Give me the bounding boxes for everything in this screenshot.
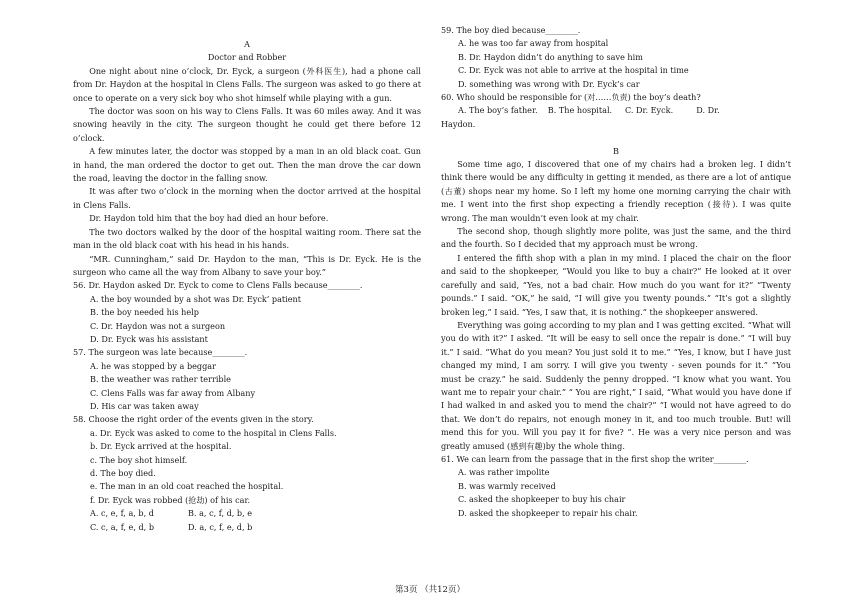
question-59-option: C. Dr. Eyck was not able to arrive at the hospital in time: [458, 65, 689, 76]
question-61-option: A. was rather impolite: [458, 467, 550, 478]
passage-a-paragraph: It was after two o’clock in the morning when the doctor arrived at the hospital in Clens Falls.: [73, 186, 421, 210]
question-58-options-row: [73, 521, 421, 534]
right-column: [441, 24, 791, 520]
passage-a-paragraph: A few minutes later, the doctor was stopped by a man in an old black coat. Gun in hand, the man ordered the doctor to get out. Then the man drove the car down the road, leaving the doctor in the falling snow.: [73, 146, 421, 184]
question-58-options-row: [73, 507, 421, 520]
question-57-option: B. the weather was rather terrible: [90, 374, 231, 385]
question-59-stem: 59. The boy died because________.: [441, 25, 581, 35]
question-57-option: C. Clens Falls was far away from Albany: [90, 387, 256, 398]
question-57-option: A. he was stopped by a beggar: [90, 360, 216, 371]
passage-b-paragraph: I entered the fifth shop with a plan in my mind. I placed the chair on the floor and said to the shopkeeper, “Would you like to buy a chair?” He looked at it over carefully and said, “Yes, not a bad chair. How much do you want for it?” “Twenty pounds.” I said. “OK,” he said, “I will give you twenty pounds.” “It’s got a slightly broken leg,” I said. “Yes, I saw that, it is nothing.” the shopkeeper answered.: [441, 252, 791, 317]
question-56-option: A. the boy wounded by a shot was Dr. Eyck’ patient: [90, 293, 302, 304]
question-58-event: a. Dr. Eyck was asked to come to the hospital in Clens Falls.: [90, 427, 337, 438]
question-60-stem: 60. Who should be responsible for (对……负责) the boy’s death?: [441, 92, 701, 103]
question-61-option: D. asked the shopkeeper to repair his chair.: [458, 507, 638, 518]
question-59-option: A. he was too far away from hospital: [458, 38, 609, 49]
question-58-event: d. The boy died.: [90, 468, 156, 478]
question-60-options: A. The boy’s father. B. The hospital. C. Dr. Eyck. D. Dr.: [458, 105, 720, 116]
question-56-option: D. Dr. Eyck was his assistant: [90, 333, 208, 344]
question-58-event: f. Dr. Eyck was robbed (抢劫) of his car.: [90, 494, 251, 505]
passage-b-paragraph: Everything was going according to my plan and I was getting excited. “What will you do with it?” I asked. “It will be easy to sell once the repair is done.” “I will buy it.” I said. “What do you mean? You just sold it to me.” “Yes, I know, but I have just changed my mind, I am sorry. I will give you twenty - seven pounds for it.” “You must be crazy.” he said. Suddenly the penny dropped. “I know what you want. You want me to repair your chair.” “ You are right,” I said, “What would you have done if I had walked in and asked you to mend the chair?” “I would not have agreed to do that. We don’t do repairs, not enough money in it, and too much trouble. But! will mend this for you. Will you pay it for five? ”. He was a very nice person and was greatly amused (感到有趣)by the whole thing.: [441, 319, 791, 451]
passage-a-paragraph: The doctor was soon on his way to Clens Falls. It was 60 miles away. And it was snowing heavily in the city. The surgeon thought he could get there before 12 o’clock.: [73, 106, 421, 143]
question-59-option: B. Dr. Haydon didn’t do anything to save him: [458, 51, 643, 62]
passage-a-title: Doctor and Robber: [207, 52, 287, 63]
question-60-options-cont: Haydon.: [441, 118, 476, 129]
question-61-option: C. asked the shopkeeper to buy his chair: [458, 494, 626, 505]
passage-b-paragraph: Some time ago, I discovered that one of my chairs had a broken leg. I didn’t think there would be any difficulty in getting it mended, as there are a lot of antique (古董) shops near my home. So I left my home one morning carrying the chair with me. I went into the first shop expecting a friendly reception (接待). I was quite wrong. The man wouldn’t even look at my chair.: [441, 159, 791, 223]
section-b-label: B: [613, 145, 619, 156]
question-56-option: B. the boy needed his help: [90, 307, 199, 318]
question-58-option: A. c, e, f, a, b, d: [90, 508, 154, 519]
question-58-event: c. The boy shot himself.: [90, 454, 188, 465]
question-58-event: e. The man in an old coat reached the hospital.: [90, 481, 284, 492]
question-56-option: C. Dr. Haydon was not a surgeon: [90, 320, 226, 331]
question-57-option: D. His car was taken away: [90, 400, 199, 411]
section-a-label: A: [244, 39, 250, 49]
passage-a-paragraph: The two doctors walked by the door of the hospital waiting room. There sat the man in the old black coat with his head in his hands.: [73, 226, 421, 251]
question-61-option: B. was warmly received: [458, 480, 556, 491]
page-footer: 第3页 （共12页）: [395, 585, 465, 595]
question-56-stem: 56. Dr. Haydon asked Dr. Eyck to come to Clens Falls because________.: [73, 280, 363, 291]
passage-b-paragraph: The second shop, though slightly more polite, was just the same, and the third and the fourth. So I decided that my approach must be wrong.: [441, 226, 791, 250]
question-61-stem: 61. We can learn from the passage that in the first shop the writer________.: [441, 453, 749, 464]
passage-a-paragraph: “MR. Cunningham,” said Dr. Haydon to the man, “This is Dr. Eyck. He is the surgeon who came all the way from Albany to save your boy.”: [73, 253, 421, 277]
question-58-stem: 58. Choose the right order of the events given in the story.: [73, 414, 314, 425]
question-57-stem: 57. The surgeon was late because________.: [73, 347, 248, 358]
question-58-option: B. a, c, f, d, b, e: [188, 508, 253, 519]
question-58-option: C. c, a, f, e, d, b: [90, 521, 154, 532]
passage-a-paragraph: Dr. Haydon told him that the boy had died an hour before.: [89, 213, 329, 224]
question-58-option: D. a, c, f, e, d, b: [188, 521, 253, 532]
question-59-option: D. something was wrong with Dr. Eyck’s car: [458, 78, 640, 89]
left-column: [73, 38, 421, 534]
passage-a-paragraph: One night about nine o’clock, Dr. Eyck, a surgeon (外科医生), had a phone call from Dr. Haydon at the hospital in Clens Falls. The surgeon was asked to go there at once to operate on a very sick boy who shot himself while playing with a gun.: [73, 65, 421, 103]
question-58-event: b. Dr. Eyck arrived at the hospital.: [90, 441, 232, 452]
